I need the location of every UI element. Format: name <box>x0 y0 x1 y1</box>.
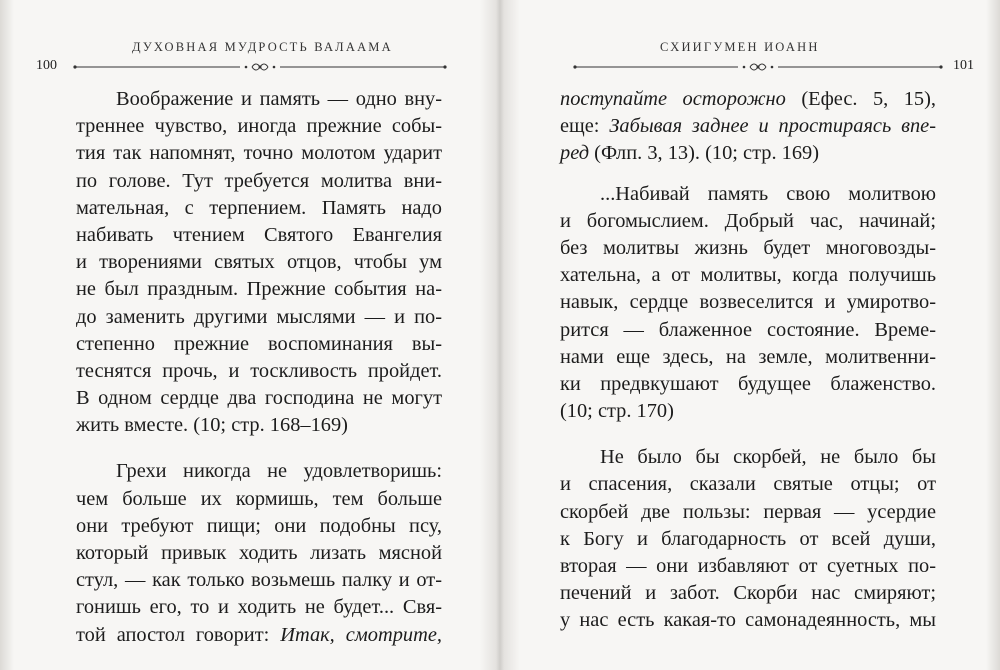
text-line <box>560 113 936 140</box>
text-plain: (Флп. 3, 13). (10; стр. 169) <box>589 142 820 165</box>
book-gutter <box>480 0 520 670</box>
running-head-right: СХИИГУМЕН ИОАНН <box>660 40 820 54</box>
text-line <box>560 140 936 167</box>
text-line: нами еще здесь, на земле, молитвенни- <box>560 345 936 368</box>
text-line: жить вместе. (10; стр. 168–169) <box>76 414 348 437</box>
text-line: к Богу и благодарность от всей души, <box>560 527 936 550</box>
text-line: чем больше их кормишь, тем больше <box>76 487 442 510</box>
ornamental-rule-left <box>72 58 448 76</box>
text-line: стул, — как только возьмешь палку и от- <box>76 569 442 592</box>
page-number-right: 101 <box>953 58 974 73</box>
text-italic: поступайте осторожно <box>560 88 786 110</box>
paragraph-gap <box>560 425 936 444</box>
text-plain: той апостол говорит: <box>76 623 281 646</box>
text-line: рится — блаженное состояние. Време- <box>560 318 936 341</box>
text-line: вторая — они избавляют от суетных по- <box>560 555 936 577</box>
text-italic: ред <box>560 142 590 165</box>
text-line: у нас есть какая-то самонадеянность, мы <box>560 609 936 632</box>
text-line: ...Набивай память свою молитвою <box>600 182 936 205</box>
text-line: набивать чтением Святого Евангелия <box>76 223 442 246</box>
paragraph-gap <box>76 439 442 458</box>
text-line: печений и забот. Скорби нас смиряют; <box>560 582 936 605</box>
text-line: по голове. Тут требуется молитва вни- <box>76 169 442 192</box>
text-line: и богомыслием. Добрый час, начинай; <box>560 209 936 232</box>
text-plain: (Ефес. 5, 15), <box>785 88 937 110</box>
text-line: и творениями святых отцов, чтобы ум <box>76 251 442 274</box>
text-line: Не было бы скорбей, не было бы <box>600 446 936 469</box>
text-line <box>76 622 442 649</box>
text-line: (10; стр. 170) <box>560 400 674 423</box>
text-line <box>560 86 936 113</box>
text-line: Воображение и память — одно вну- <box>116 88 442 110</box>
left-page-text <box>76 86 442 649</box>
paragraph-gap <box>560 168 936 181</box>
text-line: Грехи никогда не удовлетворишь: <box>116 460 442 483</box>
ornamental-rule-right <box>572 58 944 76</box>
running-head-left: ДУХОВНАЯ МУДРОСТЬ ВАЛААМА <box>132 40 393 54</box>
right-page-text <box>560 86 936 635</box>
text-line: который привык ходить лизать мясной <box>76 542 442 564</box>
text-line: и спасения, сказали святые отцы; от <box>560 473 936 496</box>
text-line: гонишь его, то и ходить не будет... Свя- <box>76 596 442 619</box>
text-line: без молитвы жизнь будет многовозды- <box>560 236 936 259</box>
text-line: теснятся прочь, и тоскливость пройдет. <box>76 359 442 382</box>
page-number-left: 100 <box>36 58 57 73</box>
text-line: В одном сердце два господина не могут <box>76 387 442 410</box>
right-page <box>520 0 1000 670</box>
text-italic: Забывая заднее и простираясь впе- <box>609 115 936 138</box>
text-line: мательная, с терпением. Память надо <box>76 196 442 219</box>
text-line: они требуют пищи; они подобны псу, <box>76 514 442 537</box>
text-line: ки предвкушают будущее блаженство. <box>560 372 936 395</box>
text-plain: еще: <box>560 115 610 138</box>
text-line: тия так напомнят, точно молотом ударит <box>76 142 442 165</box>
text-line: навык, сердце возвеселится и умиротво- <box>560 291 936 314</box>
left-page <box>0 0 480 670</box>
text-line: не был праздным. Прежние события на- <box>76 278 442 301</box>
text-line: до заменить другими мыслями — и по- <box>76 305 442 328</box>
text-italic: Итак, смотрите, <box>280 623 442 646</box>
text-line: хательна, а от молитвы, когда получишь <box>560 264 936 287</box>
text-line: треннее чувство, иногда прежние собы- <box>76 115 442 138</box>
text-line: скорбей две пользы: первая — усердие <box>560 500 936 523</box>
text-line: степенно прежние воспоминания вы- <box>76 332 442 355</box>
